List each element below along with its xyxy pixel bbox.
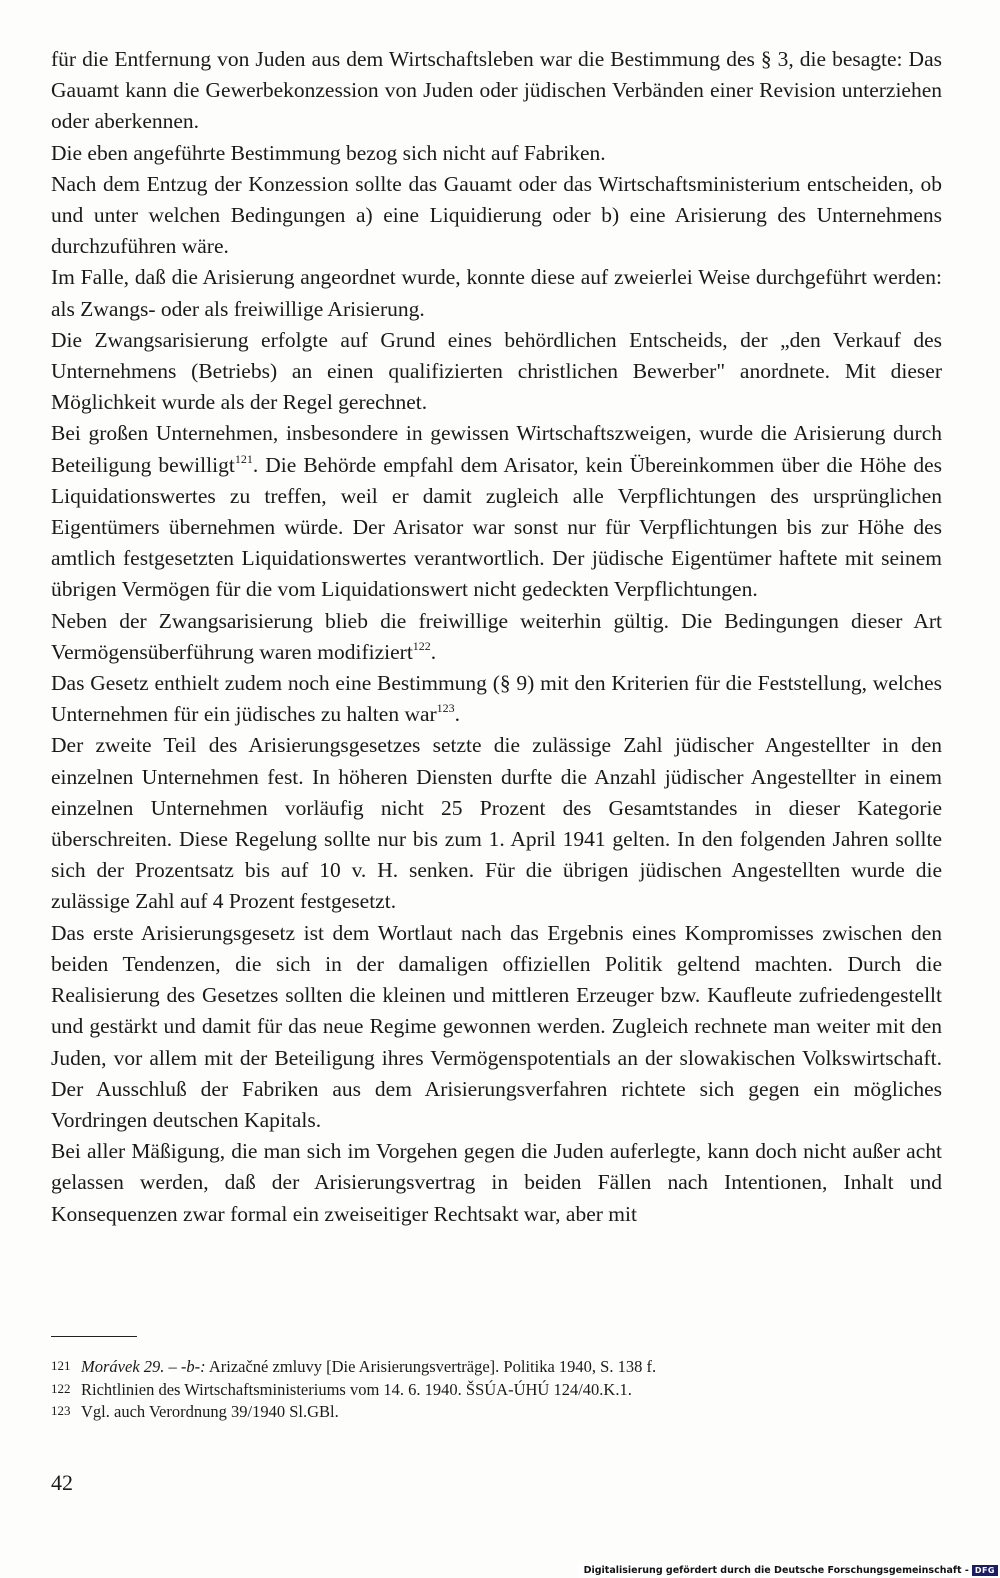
footnote-text: Richtlinien des Wirtschaftsministeriums vom 14. 6. 1940. ŠSÚA-ÚHÚ 124/40.K.1. (81, 1379, 632, 1399)
footnote-123 (51, 1400, 942, 1423)
paragraph-2: Die eben angeführte Bestimmung bezog sich nicht auf Fabriken. (51, 140, 606, 165)
footnote-ref-121[interactable]: 121 (234, 451, 253, 466)
footnotes (51, 1355, 942, 1423)
paragraph-9: Der zweite Teil des Arisierungsgesetzes setzte die zulässige Zahl jüdischer Angestellter in den einzelnen Unternehmen fest. In höheren Diensten durfte die Anzahl jüdischer Angestellter in einem einzelnen Unternehmen vorläufig nicht 25 Prozent des Gesamtstandes in dieser Kategorie überschreiten. Diese Regelung sollte nur bis zum 1. April 1941 gelten. In den folgenden Jahren sollte sich der Prozentsatz bis auf 10 v. H. senken. Für die übrigen jüdischen Angestellten wurde die zulässige Zahl auf 4 Prozent festgesetzt. (51, 733, 942, 914)
dfg-logo-icon: DFG (972, 1565, 998, 1576)
footnote-122 (51, 1378, 942, 1401)
page-number: 42 (51, 1470, 73, 1495)
footnote-italic: Morávek 29. – -b-: (81, 1357, 206, 1376)
paragraph-4: Im Falle, daß die Arisierung angeordnet wurde, konnte diese auf zweierlei Weise durchgeführt werden: als Zwangs- oder als freiwillige Arisierung. (51, 265, 942, 321)
paragraph-1: für die Entfernung von Juden aus dem Wirtschaftsleben war die Bestimmung des § 3, die besagte: Das Gauamt kann die Gewerbekonzession von Juden oder jüdischen Verbänden einer Revision unterziehen oder aberkennen. (51, 47, 942, 134)
footnote-number: 121 (51, 1358, 71, 1373)
paragraph-11: Bei aller Mäßigung, die man sich im Vorgehen gegen die Juden auferlegte, kann doch nicht außer acht gelassen werden, daß der Arisierungsvertrag in beiden Fällen nach Intentionen, Inhalt und Konsequenzen zwar formal ein zweiseitiger Rechtsakt war, aber mit (51, 1139, 942, 1226)
footnote-ref-122[interactable]: 122 (412, 638, 431, 653)
paragraph-10: Das erste Arisierungsgesetz ist dem Wortlaut nach das Ergebnis eines Kompromisses zwischen den beiden Tendenzen, die sich in der damaligen offiziellen Politik geltend machten. Durch die Realisierung des Gesetzes sollten die kleinen und mittleren Erzeuger bzw. Kaufleute zufriedengestellt und gestärkt und damit für das neue Regime gewonnen werden. Zugleich rechnete man weiter mit den Juden, vor allem mit der Beteiligung ihres Vermögenspotentials an der slowakischen Volkswirtschaft. Der Ausschluß der Fabriken aus dem Arisierungsverfahren richtete sich gegen ein mögliches Vordringen deutschen Kapitals. (51, 920, 942, 1132)
paragraph-3: Nach dem Entzug der Konzession sollte das Gauamt oder das Wirtschaftsministerium entscheiden, ob und unter welchen Bedingungen a) eine Liquidierung oder b) eine Arisierung des Unternehmens durchzuführen wäre. (51, 171, 942, 259)
paragraph-8: Das Gesetz enthielt zudem noch eine Bestimmung (§ 9) mit den Kriterien für die Feststellung, welches Unternehmen für ein jüdisches zu halten war$^{123}$. (51, 671, 942, 727)
paragraph-6: Bei großen Unternehmen, insbesondere in gewissen Wirtschaftszweigen, wurde die Arisierung durch Beteiligung bewilligt$^{121}$. Die Behörde empfahl dem Arisator, kein Übereinkommen über die Höhe des Liquidationswertes zu treffen, weil er damit zugleich alle Verpflichtungen des ursprünglichen Eigentümers übernehmen würde. Der Arisator war sonst nur für Verpflichtungen bis zur Höhe des amtlich festgesetzten Liquidationswertes verantwortlich. Der jüdische Eigentümer haftete mit seinem übrigen Vermögen für die vom Liquidationswert nicht gedeckten Verpflichtungen. (51, 421, 942, 602)
footnote-text: Vgl. auch Verordnung 39/1940 Sl.GBl. (81, 1402, 339, 1421)
footnote-divider (51, 1336, 137, 1337)
footnote-text: Arizačné zmluvy [Die Arisierungsverträge]. Politika 1940, S. 138 f. (205, 1357, 657, 1376)
paragraph-7: Neben der Zwangsarisierung blieb die freiwillige weiterhin gültig. Die Bedingungen dieser Art Vermögensüberführung waren modifiziert$^{122}$. (51, 608, 942, 664)
footnote-number: 123 (51, 1403, 71, 1418)
footnote-ref-123[interactable]: 123 (436, 701, 455, 716)
dfg-banner (578, 1563, 1000, 1578)
main-text (51, 44, 942, 1230)
footnote-121 (51, 1355, 942, 1378)
paragraph-5: Die Zwangsarisierung erfolgte auf Grund eines behördlichen Entscheids, der „den Verkauf des Unternehmens (Betriebs) an einen qualifizierten christlichen Bewerber" anordnete. Mit dieser Möglichkeit wurde als der Regel gerechnet. (51, 327, 942, 415)
dfg-banner-text: Digitalisierung gefördert durch die Deutsche Forschungsgemeinschaft - (583, 1565, 969, 1576)
footnote-number: 122 (51, 1380, 71, 1396)
